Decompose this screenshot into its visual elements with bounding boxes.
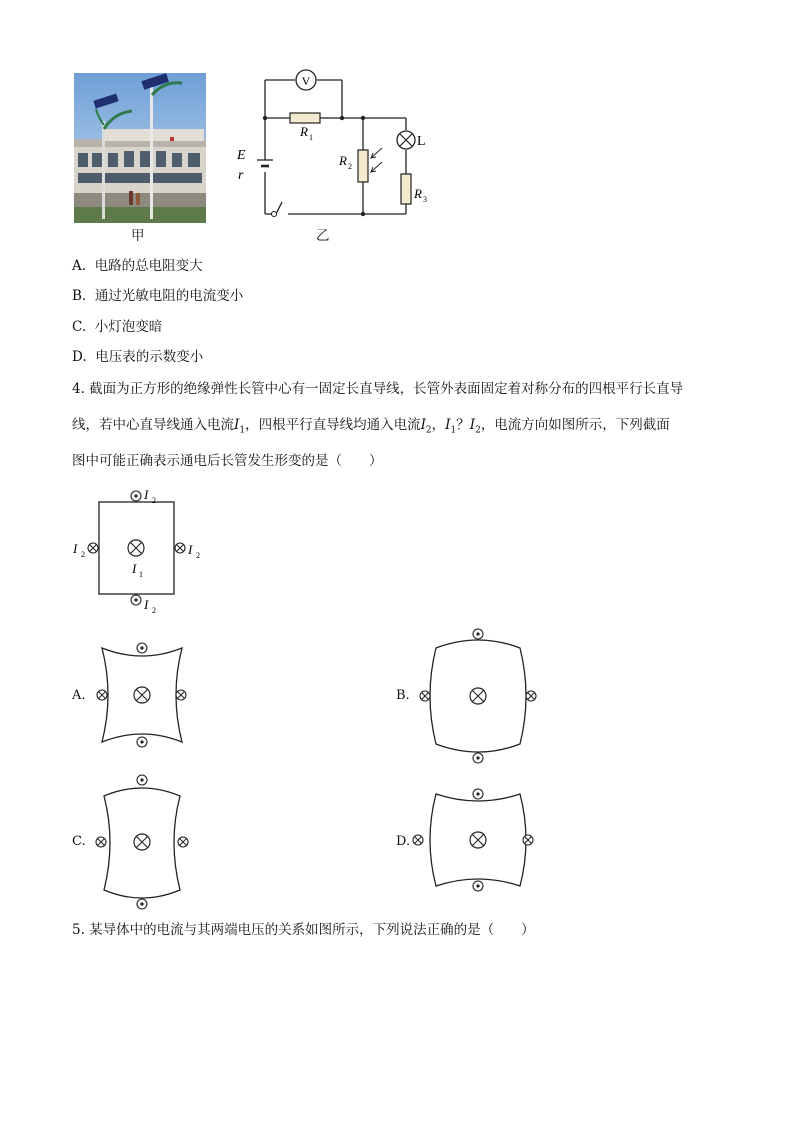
option-text: 电路的总电阻变大 bbox=[94, 258, 203, 274]
circuit-diagram bbox=[228, 62, 438, 222]
svg-text:2: 2 bbox=[196, 551, 200, 560]
option-letter: D. bbox=[72, 349, 87, 365]
option-letter: B. bbox=[72, 288, 87, 304]
q4-option-c-figure bbox=[90, 768, 200, 910]
caption-jia: 甲 bbox=[131, 228, 145, 244]
svg-text:I: I bbox=[73, 541, 78, 556]
voltmeter-label: V bbox=[301, 74, 311, 88]
street-light-photo bbox=[74, 73, 206, 223]
svg-text:I: I bbox=[188, 542, 193, 557]
lamp-label: L bbox=[417, 134, 426, 149]
svg-text:2: 2 bbox=[81, 550, 85, 559]
q4-stem-line1: 4. 截面为正方形的绝缘弹性长管中心有一固定长直导线，长管外表面固定着对称分布的四根平行长直导 bbox=[72, 381, 684, 397]
option-text: 通过光敏电阻的电流变小 bbox=[94, 288, 244, 304]
caption-yi: 乙 bbox=[316, 228, 330, 244]
q4-option-d-figure bbox=[414, 772, 544, 900]
q3-option-d bbox=[72, 349, 203, 365]
r3-label: R bbox=[414, 186, 422, 201]
svg-text:1: 1 bbox=[139, 570, 143, 579]
svg-text:2: 2 bbox=[152, 496, 156, 505]
r2-subscript: 2 bbox=[348, 162, 352, 171]
internal-r-label: r bbox=[238, 168, 244, 183]
q4-option-a-label: A. bbox=[72, 688, 86, 703]
q4-option-a-figure bbox=[90, 628, 200, 758]
q4-option-c-label: C. bbox=[72, 834, 86, 849]
option-text: 电压表的示数变小 bbox=[95, 349, 204, 365]
q4-option-b-figure bbox=[414, 622, 544, 764]
q4-option-d-label: D. bbox=[396, 834, 411, 849]
option-letter: C. bbox=[72, 319, 87, 335]
r3-subscript: 3 bbox=[423, 195, 427, 204]
svg-text:I: I bbox=[144, 487, 149, 502]
emf-label: E bbox=[237, 148, 246, 163]
svg-text:2: 2 bbox=[152, 606, 156, 615]
option-letter: A. bbox=[72, 258, 87, 274]
q4-stem-line3: 图中可能正确表示通电后长管发生形变的是（ ） bbox=[72, 453, 383, 469]
r1-label: R bbox=[300, 124, 308, 139]
q5-stem: 5. 某导体中的电流与其两端电压的关系如图所示，下列说法正确的是（ ） bbox=[72, 922, 535, 938]
r2-label: R bbox=[339, 153, 347, 168]
q4-square-figure bbox=[68, 482, 218, 614]
svg-text:I: I bbox=[132, 561, 137, 576]
q3-option-b bbox=[72, 288, 243, 304]
q4-option-b-label: B. bbox=[396, 688, 410, 703]
svg-text:I: I bbox=[144, 597, 149, 612]
q3-option-c bbox=[72, 319, 162, 335]
option-text: 小灯泡变暗 bbox=[94, 319, 163, 335]
r1-subscript: 1 bbox=[309, 133, 313, 142]
q4-stem-line2: 线，若中心直导线通入电流$I_1$，四根平行直导线均通入电流$I_2$，$I_1$？$I_2$，电流方向如图所示，下列截面 bbox=[72, 417, 670, 436]
q3-option-a bbox=[72, 258, 203, 274]
